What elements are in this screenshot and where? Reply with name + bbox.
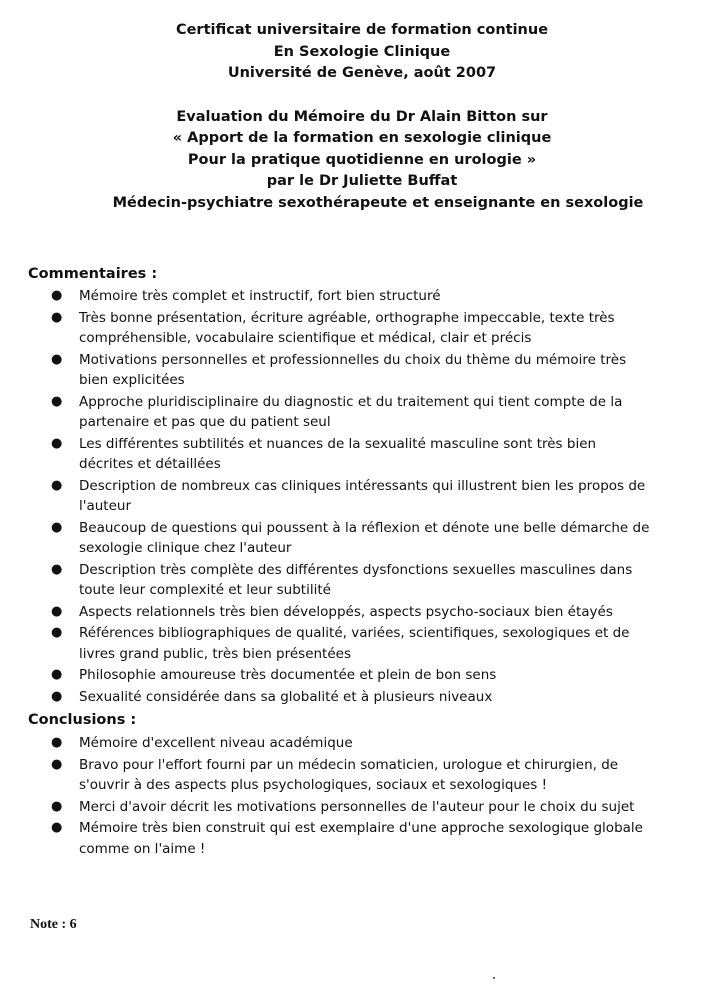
- header-thesis-title-1: « Apport de la formation en sexologie clinique: [172, 130, 552, 146]
- header-certificate-title: Certificat universitaire de formation continue: [175, 22, 549, 38]
- bullet-icon: ●: [51, 667, 63, 682]
- list-item: ● Très bonne présentation, écriture agréable, orthographe impeccable, texte très compréhensible, vocabulaire scientifique et médical, clair et précis: [51, 309, 615, 346]
- commentaires-list: [0, 286, 700, 708]
- list-item: ● Mémoire très complet et instructif, fort bien structuré: [0, 286, 700, 307]
- bullet-icon: ●: [51, 435, 63, 451]
- list-item: ● Aspects relationnels très bien développés, aspects psycho-sociaux bien étayés: [0, 602, 700, 623]
- document-header: [0, 20, 724, 214]
- bullet-icon: ●: [51, 798, 63, 814]
- list-item: ● Les différentes subtilités et nuances de la sexualité masculine sont très bien décrites et détaillées: [51, 435, 597, 472]
- conclusions-list: [0, 733, 700, 860]
- scan-speck: [493, 977, 495, 979]
- list-item: ● Mémoire très bien construit qui est exemplaire d'une approche sexologique globale comme on l'aime !: [51, 820, 643, 857]
- bullet-icon: ●: [51, 603, 63, 619]
- bullet-icon: ●: [51, 561, 63, 577]
- bullet-icon: ●: [51, 625, 63, 640]
- bullet-icon: ●: [51, 393, 63, 409]
- bullet-icon: ●: [51, 735, 63, 750]
- header-thesis-title-2: Pour la pratique quotidienne en urologie »: [187, 151, 537, 168]
- bullet-icon: ●: [51, 756, 63, 772]
- conclusions-heading: Conclusions :: [28, 712, 137, 728]
- header-evaluator: par le Dr Juliette Buffat: [266, 173, 458, 189]
- bullet-icon: ●: [51, 288, 63, 303]
- commentaires-heading: Commentaires :: [28, 266, 158, 282]
- bullet-icon: ●: [51, 309, 63, 325]
- list-item: ● Merci d'avoir décrit les motivations personnelles de l'auteur pour le choix du sujet: [0, 797, 700, 818]
- bullet-icon: ●: [51, 688, 63, 704]
- list-item: ● Description de nombreux cas cliniques intéressants qui illustrent bien les propos de l'auteur: [51, 477, 646, 514]
- list-item: ● Bravo pour l'effort fourni par un médecin somaticien, urologue et chirurgien, de s'ouvrir à des aspects plus psychologiques, sociaux et sexologiques !: [51, 756, 619, 793]
- header-program: En Sexologie Clinique: [273, 43, 451, 60]
- list-item: ● Philosophie amoureuse très documentée et plein de bon sens: [0, 665, 700, 686]
- list-item: ● Description très complète des différentes dysfonctions sexuelles masculines dans toute leur complexité et leur subtilité: [51, 561, 633, 598]
- list-item: ● Motivations personnelles et professionnelles du choix du thème du mémoire très bien explicitées: [51, 351, 627, 388]
- list-item: ● Sexualité considérée dans sa globalité et à plusieurs niveaux: [0, 687, 700, 708]
- list-item: ● Mémoire d'excellent niveau académique: [0, 733, 700, 754]
- header-evaluation-title: Evaluation du Mémoire du Dr Alain Bitton sur: [176, 108, 548, 125]
- list-item: ● Approche pluridisciplinaire du diagnostic et du traitement qui tient compte de la partenaire et pas que du patient seul: [51, 393, 623, 430]
- bullet-icon: ●: [51, 477, 63, 493]
- list-item: ● Références bibliographiques de qualité, variées, scientifiques, sexologiques et de livres grand public, très bien présentées: [51, 625, 630, 662]
- grade-note: Note : 6: [30, 917, 77, 932]
- bullet-icon: ●: [51, 519, 63, 535]
- bullet-icon: ●: [51, 820, 63, 835]
- header-evaluator-role: Médecin-psychiatre sexothérapeute et enseignante en sexologie: [112, 194, 644, 211]
- header-university-date: Université de Genève, août 2007: [227, 65, 497, 81]
- list-item: ● Beaucoup de questions qui poussent à la réflexion et dénote une belle démarche de sexologie clinique chez l'auteur: [51, 519, 650, 556]
- bullet-icon: ●: [51, 351, 63, 367]
